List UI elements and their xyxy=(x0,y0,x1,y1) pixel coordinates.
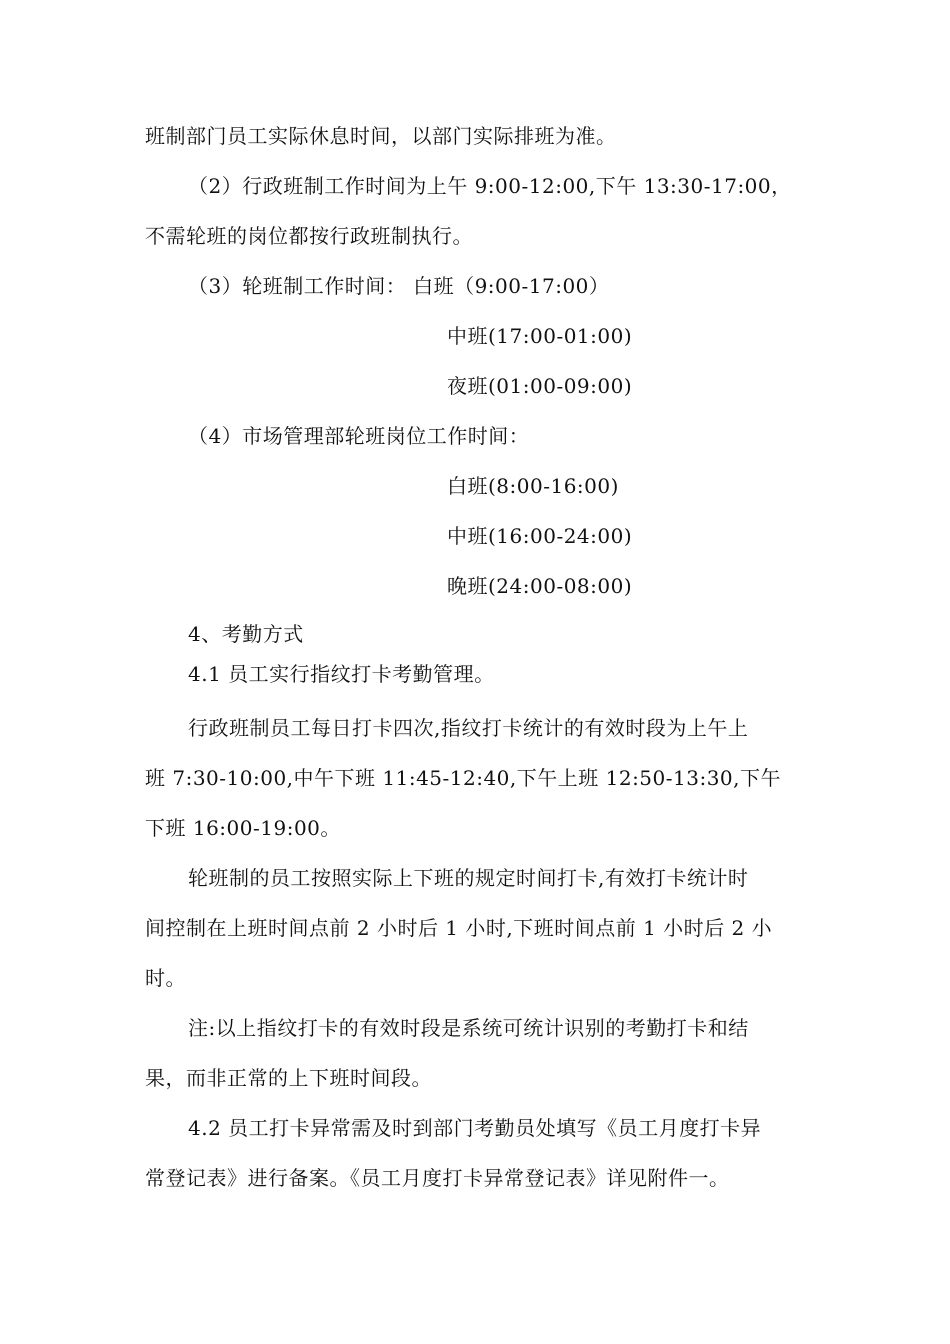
paragraph-line: （4）市场管理部轮班岗位工作时间： xyxy=(188,424,530,448)
paragraph-line: 班 7:30-10:00,中午下班 11:45-12:40,下午上班 12:50-13:30,下午 xyxy=(145,766,782,790)
paragraph-line: 时。 xyxy=(145,966,186,990)
paragraph-line: 轮班制的员工按照实际上下班的规定时间打卡,有效打卡统计时 xyxy=(188,866,749,890)
paragraph-line: 下班 16:00-19:00。 xyxy=(145,816,341,840)
subsection-heading: 4.1 员工实行指纹打卡考勤管理。 xyxy=(188,662,495,686)
paragraph-line: 常登记表》进行备案。《员工月度打卡异常登记表》详见附件一。 xyxy=(145,1166,730,1190)
paragraph-line: 不需轮班的岗位都按行政班制执行。 xyxy=(145,224,473,248)
paragraph-line: 班制部门员工实际休息时间，以部门实际排班为准。 xyxy=(145,124,617,148)
paragraph-line: （3）轮班制工作时间： 白班（9:00-17:00） xyxy=(188,274,610,298)
shift-time: 晚班(24:00-08:00) xyxy=(447,574,633,598)
paragraph-line: 间控制在上班时间点前 2 小时后 1 小时,下班时间点前 1 小时后 2 小 xyxy=(145,916,773,940)
paragraph-line: 4.2 员工打卡异常需及时到部门考勤员处填写《员工月度打卡异 xyxy=(188,1116,762,1140)
shift-time: 中班(16:00-24:00) xyxy=(447,524,633,548)
paragraph-line: （2）行政班制工作时间为上午 9:00-12:00,下午 13:30-17:00， xyxy=(188,174,792,198)
paragraph-line: 行政班制员工每日打卡四次,指纹打卡统计的有效时段为上午上 xyxy=(188,716,749,740)
note-line: 注:以上指纹打卡的有效时段是系统可统计识别的考勤打卡和结 xyxy=(188,1016,749,1040)
section-heading: 4、考勤方式 xyxy=(188,622,304,646)
shift-time: 中班(17:00-01:00) xyxy=(447,324,633,348)
note-line: 果，而非正常的上下班时间段。 xyxy=(145,1066,432,1090)
shift-time: 夜班(01:00-09:00) xyxy=(447,374,633,398)
shift-time: 白班(8:00-16:00) xyxy=(447,474,619,498)
